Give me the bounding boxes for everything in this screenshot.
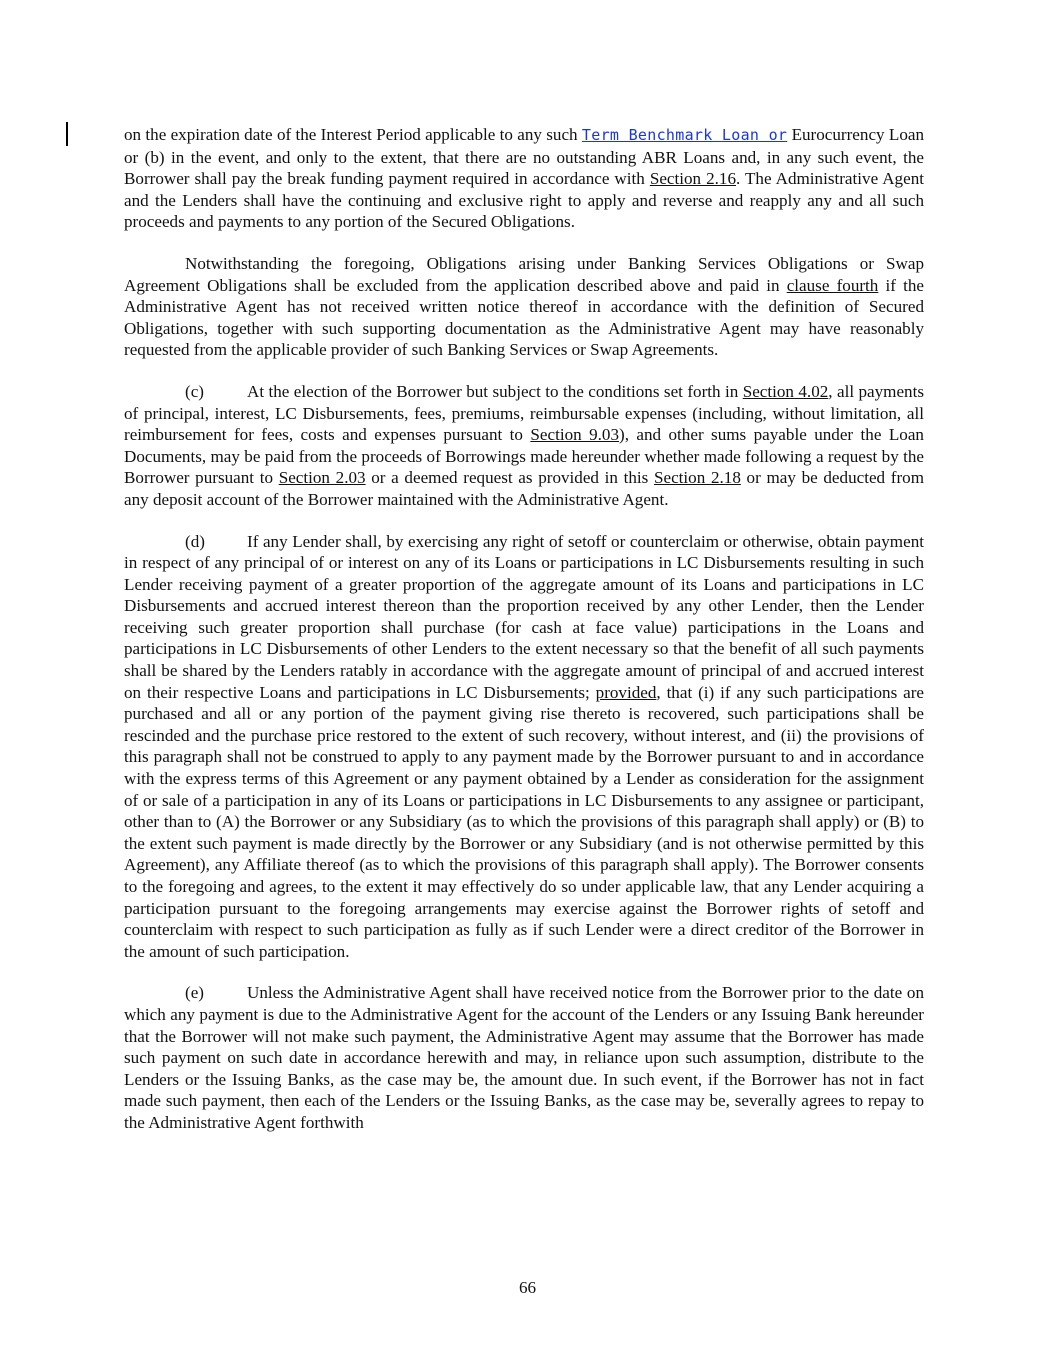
section-reference: Section 2.18 — [654, 468, 741, 488]
paragraph-continuation: on the expiration date of the Interest Period applicable to any such Term Benchmark Loan or Eurocurrency Loan or (b) in the event, and only to the extent, that there are no outstanding ABR Loans and, in any such event, the Borrower shall pay the break funding payment required in accordance with Section 2.16. The Administrative Agent and the Lenders shall have the continuing and exclusive right to apply and reverse and reapply any and all such proceeds and payments to any portion of the Secured Obligations. — [124, 125, 925, 232]
paragraph-label: (e) — [185, 983, 204, 1003]
paragraph-label: (c) — [185, 381, 204, 401]
inserted-text: Term Benchmark Loan or — [581, 126, 788, 144]
clause-reference: clause fourth — [786, 275, 879, 295]
section-reference: Section 2.16 — [649, 169, 737, 189]
section-reference: Section 4.02 — [742, 381, 829, 401]
paragraph-d: (d) If any Lender shall, by exercising any right of setoff or counterclaim or otherwise, obtain payment in respect of any principal of or interest on any of its Loans or participations in LC Disbursements resulting in such Lender receiving payment of a greater proportion of the aggregate amount of its Loans and participations in LC Disbursements and accrued interest thereon than the proportion received by any other Lender, then the Lender receiving such greater proportion shall purchase (for cash at face value) participations in the Loans and participations in LC Disbursements of other Lenders to the extent necessary so that the benefit of all such payments shall be shared by the Lenders ratably in accordance with the aggregate amount of principal of and accrued interest on their respective Loans and participations in LC Disbursements; provided, that (i) if any such participations are purchased and all or any portion of the payment giving rise thereto is recovered, such participations shall be rescinded and the purchase price restored to the extent of such recovery, without interest, and (ii) the provisions of this paragraph shall not be construed to apply to any payment made by the Borrower pursuant to and in accordance with the express terms of this Agreement or any payment obtained by a Lender as consideration for the assignment of or sale of a participation in any of its Loans or participations in LC Disbursements to any assignee or participant, other than to (A) the Borrower or any Subsidiary (as to which the provisions of this paragraph shall apply) or (B) to the extent such payment is made directly by the Borrower or any Subsidiary (and is not otherwise permitted by this Agreement), any Affiliate thereof (as to which the provisions of this paragraph shall apply). The Borrower consents to the foregoing and agrees, to the extent it may effectively do so under applicable law, that any Lender acquiring a participation pursuant to the foregoing arrangements may exercise against the Borrower rights of setoff and counterclaim with respect to such participation as fully as if such Lender were a direct creditor of the Borrower in the amount of such participation. — [124, 531, 924, 961]
section-reference: Section 2.03 — [278, 468, 366, 488]
section-reference: Section 9.03 — [530, 425, 620, 445]
page-number: 66 — [518, 1278, 537, 1297]
paragraph-notwithstanding: Notwithstanding the foregoing, Obligations arising under Banking Services Obligations or Swap Agreement Obligations shall be excluded from the application described above and paid in clause fourth if the Administrative Agent has not received written notice thereof in accordance with the definition of Secured Obligations, together with such supporting documentation as the Administrative Agent may have reasonably requested from the applicable provider of such Banking Services or Swap Agreements. — [124, 253, 925, 360]
paragraph-label: (d) — [185, 531, 205, 551]
document-body — [124, 124, 924, 1154]
paragraph-c: (c) At the election of the Borrower but subject to the conditions set forth in Section 4.02, all payments of principal, interest, LC Disbursements, fees, premiums, reimbursable expenses (including, without limitation, all reimbursement for fees, costs and expenses pursuant to Section 9.03), and other sums payable under the Loan Documents, may be paid from the proceeds of Borrowings made hereunder whether made following a request by the Borrower pursuant to Section 2.03 or a deemed request as provided in this Section 2.18 or may be deducted from any deposit account of the Borrower maintained with the Administrative Agent. — [124, 381, 924, 509]
revision-change-bar — [66, 122, 68, 146]
defined-term-provided: provided — [595, 682, 657, 702]
paragraph-e: (e) Unless the Administrative Agent shall have received notice from the Borrower prior to the date on which any payment is due to the Administrative Agent for the account of the Lenders or any Issuing Bank hereunder that the Borrower will not make such payment, the Administrative Agent may assume that the Borrower has made such payment on such date in accordance herewith and may, in reliance upon such assumption, distribute to the Lenders or the Issuing Banks, as the case may be, the amount due. In such event, if the Borrower has not in fact made such payment, then each of the Lenders or the Issuing Banks, as the case may be, severally agrees to repay to the Administrative Agent forthwith — [124, 983, 924, 1132]
